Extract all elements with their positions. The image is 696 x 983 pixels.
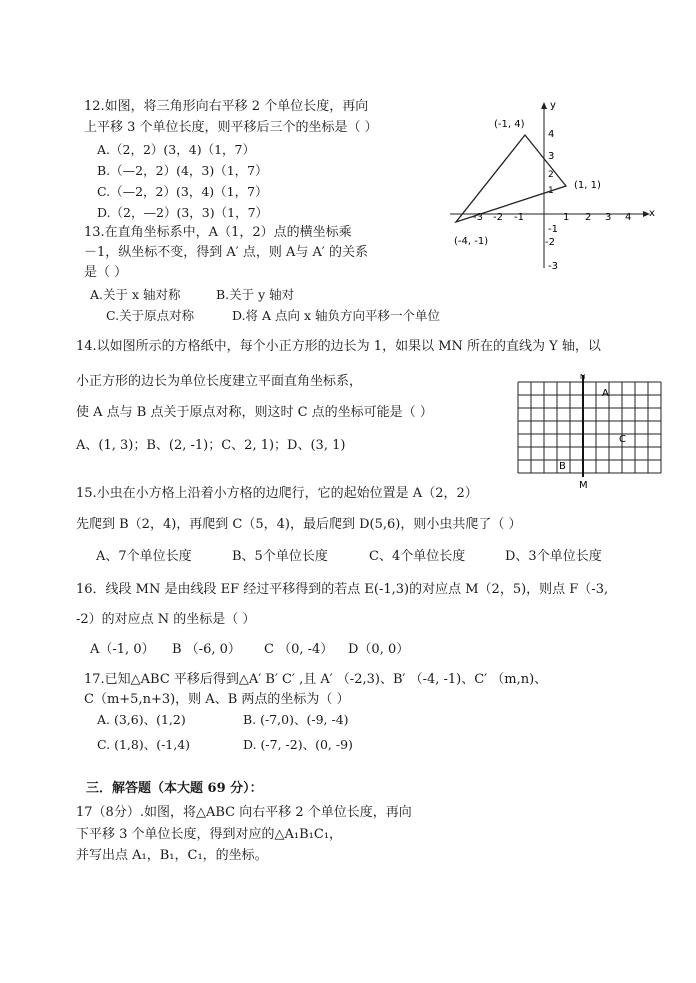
q16-line1: 16．线段 MN 是由线段 EF 经过平移得到的若点 E(-1,3)的对应点 M（2，5)，则点 F（-3, — [76, 582, 609, 597]
label-m: M — [579, 480, 588, 491]
y-tick: -3 — [548, 261, 558, 272]
q16-option-a: A（-1, 0） — [90, 642, 155, 657]
q15-option-b: B、5个单位长度 — [232, 549, 328, 564]
x-axis-label: x — [649, 208, 655, 219]
grid-lines — [518, 382, 661, 473]
q17b-line1: 17（8分）.如图，将△ABC 向右平移 2 个单位长度，再向 — [76, 805, 412, 820]
q16-line2: -2）的对应点 N 的坐标是（ ） — [76, 612, 256, 627]
q16-option-b: B （-6, 0） — [172, 642, 241, 657]
q13-option-a: A.关于 x 轴对称 — [90, 287, 181, 302]
q12-option-c: C.（—2，2）(3，4)（1，7） — [97, 184, 268, 199]
label-c: C — [619, 434, 626, 445]
x-tick: 4 — [625, 212, 632, 223]
q17-option-d: D. (-7, -2)、(0, -9) — [243, 737, 353, 752]
q12-option-b: B.（—2，2）(4，3)（1，7） — [97, 163, 268, 178]
y-axis-arrow — [541, 102, 547, 109]
q17-line2: C（m+5,n+3)，则 A、B 两点的坐标为（ ） — [84, 692, 350, 707]
label-a: A — [602, 388, 609, 399]
q16-option-d: D（0, 0） — [348, 642, 410, 657]
coordinate-figure — [446, 96, 660, 276]
x-tick: 1 — [563, 212, 570, 223]
q17-option-b: B. (-7,0)、(-9, -4) — [243, 712, 349, 727]
q17b-line3: 并写出点 A₁，B₁，C₁，的坐标。 — [76, 848, 268, 863]
x-tick: 2 — [585, 212, 592, 223]
q14-line3: 使 A 点与 B 点关于原点对称，则这时 C 点的坐标可能是（ ） — [76, 405, 433, 420]
q17-option-c: C. (1,8)、(-1,4) — [97, 737, 191, 752]
q13-option-b: B.关于 y 轴对 — [216, 287, 295, 302]
q13-line3: 是（ ） — [84, 265, 128, 280]
y-tick: 2 — [548, 170, 554, 180]
q13-line2: －1，纵坐标不变，得到 A′ 点，则 A与 A′ 的关系 — [84, 245, 369, 260]
q13-line1: 13.在直角坐标系中，A（1，2）点的横坐标乘 — [84, 225, 352, 240]
q14-options: A、(1, 3)；B、(2, -1)；C、2, 1)；D、(3, 1) — [76, 438, 346, 453]
section3-heading: 三．解答题（本大题 69 分）： — [86, 781, 263, 796]
q15-option-c: C、4个单位长度 — [369, 549, 466, 564]
point-label: (-1, 4) — [494, 119, 525, 130]
point-label: (1, 1) — [574, 180, 601, 191]
y-tick: 1 — [548, 186, 554, 196]
y-tick: 3 — [548, 151, 555, 162]
y-tick: -1 — [548, 224, 558, 235]
q17-option-a: A. (3,6)、(1,2) — [97, 712, 186, 727]
q12-option-a: A.（2，2）(3，4)（1，7） — [97, 142, 255, 157]
q15-line1: 15.小虫在小方格上沿着小方格的边爬行，它的起始位置是 A（2，2） — [76, 486, 478, 501]
q15-option-d: D、3个单位长度 — [505, 549, 602, 564]
q17-line1: 17.已知△ABC 平移后得到△A′ B′ C′ ,且 A′ （-2,3)、B′ （-4, -1)、C′ （m,n)、 — [84, 672, 548, 687]
q14-line2: 小正方形的边长为单位长度建立平面直角坐标系， — [76, 374, 363, 389]
q14-line1: 14.以如图所示的方格纸中，每个小正方形的边长为 1，如果以 MN 所在的直线为 Y 轴，以 — [76, 339, 601, 354]
q15-line2: 先爬到 B（2，4)，再爬到 C（5，4)，最后爬到 D(5,6)，则小虫共爬了（ ） — [76, 517, 522, 532]
label-b: B — [559, 461, 566, 472]
x-tick: 3 — [605, 212, 612, 223]
point-label: (-4, -1) — [454, 236, 489, 247]
label-n: N — [580, 373, 586, 381]
y-axis-label: y — [550, 100, 556, 111]
y-tick: 4 — [548, 129, 555, 140]
q12-line2: 上平移 3 个单位长度，则平移后三个的坐标是（ ） — [84, 120, 378, 135]
grid-figure — [512, 371, 664, 491]
q13-option-c: C.关于原点对称 — [106, 308, 195, 323]
x-tick: -3 — [473, 212, 483, 223]
y-tick: -2 — [545, 237, 555, 248]
q16-option-c: C （0, -4） — [264, 642, 334, 657]
q12-line1: 12.如图，将三角形向右平移 2 个单位长度，再向 — [84, 99, 369, 114]
x-tick: -1 — [514, 212, 524, 223]
x-tick: -2 — [493, 212, 503, 223]
q12-option-d: D.（2，—2）(3，3)（1，7） — [97, 205, 269, 220]
q13-option-d: D.将 A 点向 x 轴负方向平移一个单位 — [232, 308, 441, 323]
q17b-line2: 下平移 3 个单位长度，得到对应的△A₁B₁C₁， — [76, 827, 343, 842]
q15-option-a: A、7个单位长度 — [96, 549, 192, 564]
